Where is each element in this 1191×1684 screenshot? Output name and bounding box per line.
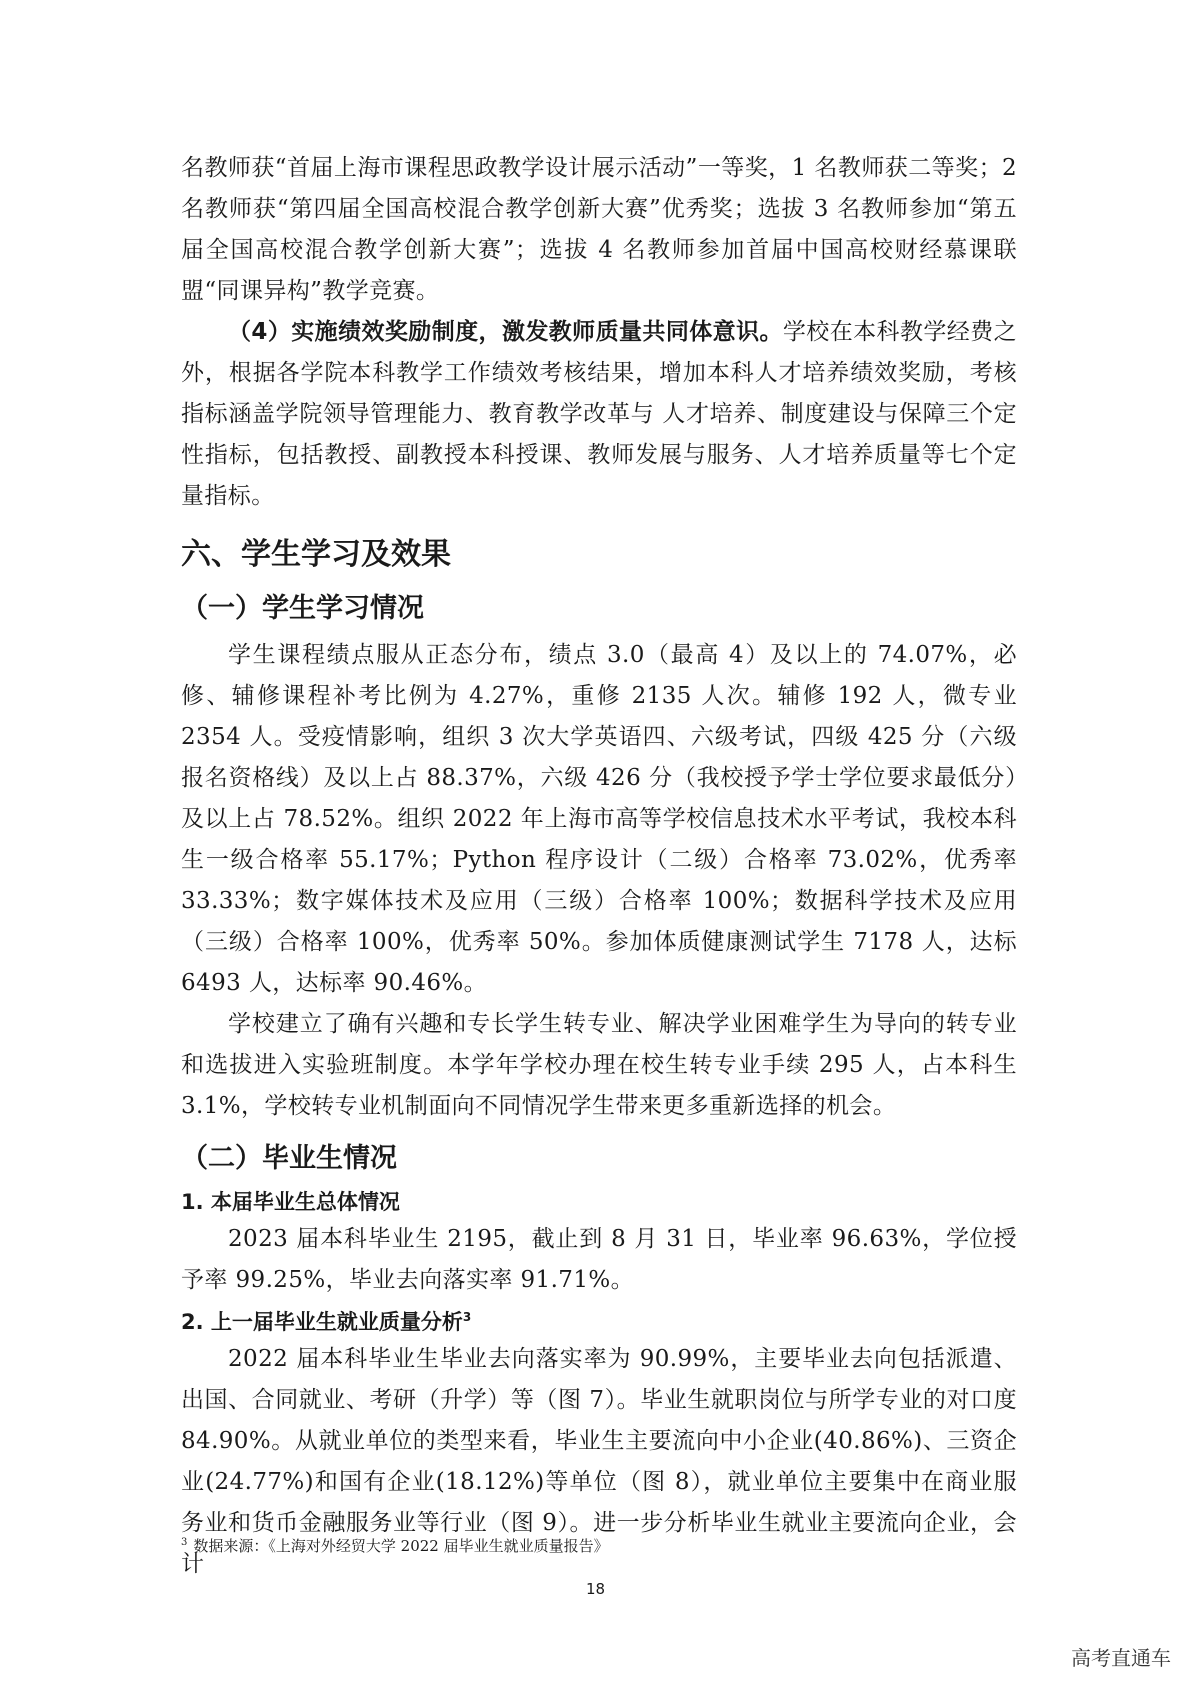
paragraph-graduation-stats: 2023 届本科毕业生 2195，截止到 8 月 31 日，毕业率 96.63%，学位授予率 99.25%，毕业去向落实率 91.71%。 <box>181 1226 1017 1293</box>
footnote-reference: 3 <box>462 1310 472 1324</box>
paragraph-major-transfer: 学校建立了确有兴趣和专长学生转专业、解决学业困难学生为导向的转专业和选拔进入实验班制度。本学年学校办理在校生转专业手续 295 人，占本科生 3.1%，学校转专业机制面向不同情况学生带来更多重新选择的机会。 <box>181 1011 1017 1119</box>
page-content <box>181 148 1017 1585</box>
footnote <box>181 1532 1017 1557</box>
subsection-heading-learning: （一）学生学习情况 <box>181 593 424 624</box>
page-number: 18 <box>585 1580 606 1598</box>
paragraph-employment-analysis: 2022 届本科毕业生毕业去向落实率为 90.99%，主要毕业去向包括派遣、出国、合同就业、考研（升学）等（图 7）。毕业生就职岗位与所学专业的对口度 84.90%。从就业单位的类型来看，毕业生主要流向中小企业(40.86%)、三资企业(24.77%)和国有企业(18.12%)等单位（图 8），就业单位主要集中在商业服务业和货币金融服务业等行业（图 9）。进一步分析毕业生就业主要流向企业，会计 <box>181 1346 1017 1577</box>
item-heading-employment-quality <box>181 1305 1017 1339</box>
footnote-mark: 3 <box>181 1537 188 1548</box>
paragraph-student-learning: 学生课程绩点服从正态分布，绩点 3.0（最高 4）及以上的 74.07%，必修、辅修课程补考比例为 4.27%，重修 2135 人次。辅修 192 人，微专业 2354 人。受疫情影响，组织 3 次大学英语四、六级考试，四级 425 分（六级报名资格线）及以上占 88.37%，六级 426 分（我校授予学士学位要求最低分）及以上占 78.52%。组织 2022 年上海市高等学校信息技术水平考试，我校本科生一级合格率 55.17%；Python 程序设计（二级）合格率 73.02%，优秀率 33.33%；数字媒体技术及应用（三级）合格率 100%；数据科学技术及应用（三级）合格率 100%，优秀率 50%。参加体质健康测试学生 7178 人，达标 6493 人，达标率 90.46%。 <box>181 642 1017 996</box>
item-heading-text: 2. 上一届毕业生就业质量分析 <box>181 1310 463 1334</box>
paragraph-body: 学校在本科教学经费之外，根据各学院本科教学工作绩效考核结果，增加本科人才培养绩效奖励，考核指标涵盖学院领导管理能力、教育教学改革与 人才培养、制度建设与保障三个定性指标，包括教授、副教授本科授课、教师发展与服务、人才培养质量等七个定量指标。 <box>181 319 1017 509</box>
paragraph-performance-rewards <box>181 312 1017 517</box>
item-heading-current-graduates: 1. 本届毕业生总体情况 <box>181 1190 400 1214</box>
paragraph-teacher-awards: 名教师获“首届上海市课程思政教学设计展示活动”一等奖，1 名教师获二等奖；2 名教师获“第四届全国高校混合教学创新大赛”优秀奖；选拔 3 名教师参加“第五届全国高校混合教学创新大赛”；选拔 4 名教师参加首届中国高校财经慕课联盟“同课异构”教学竞赛。 <box>181 155 1017 304</box>
subsection-heading-graduates: （二）毕业生情况 <box>181 1143 397 1174</box>
footnote-text: 数据来源：《上海对外经贸大学 2022 届毕业生就业质量报告》 <box>193 1537 609 1555</box>
section-heading: 六、学生学习及效果 <box>181 537 451 572</box>
watermark: 高考直通车 <box>1071 1646 1171 1670</box>
paragraph-lead-bold: （4）实施绩效奖励制度，激发教师质量共同体意识。 <box>228 319 783 345</box>
